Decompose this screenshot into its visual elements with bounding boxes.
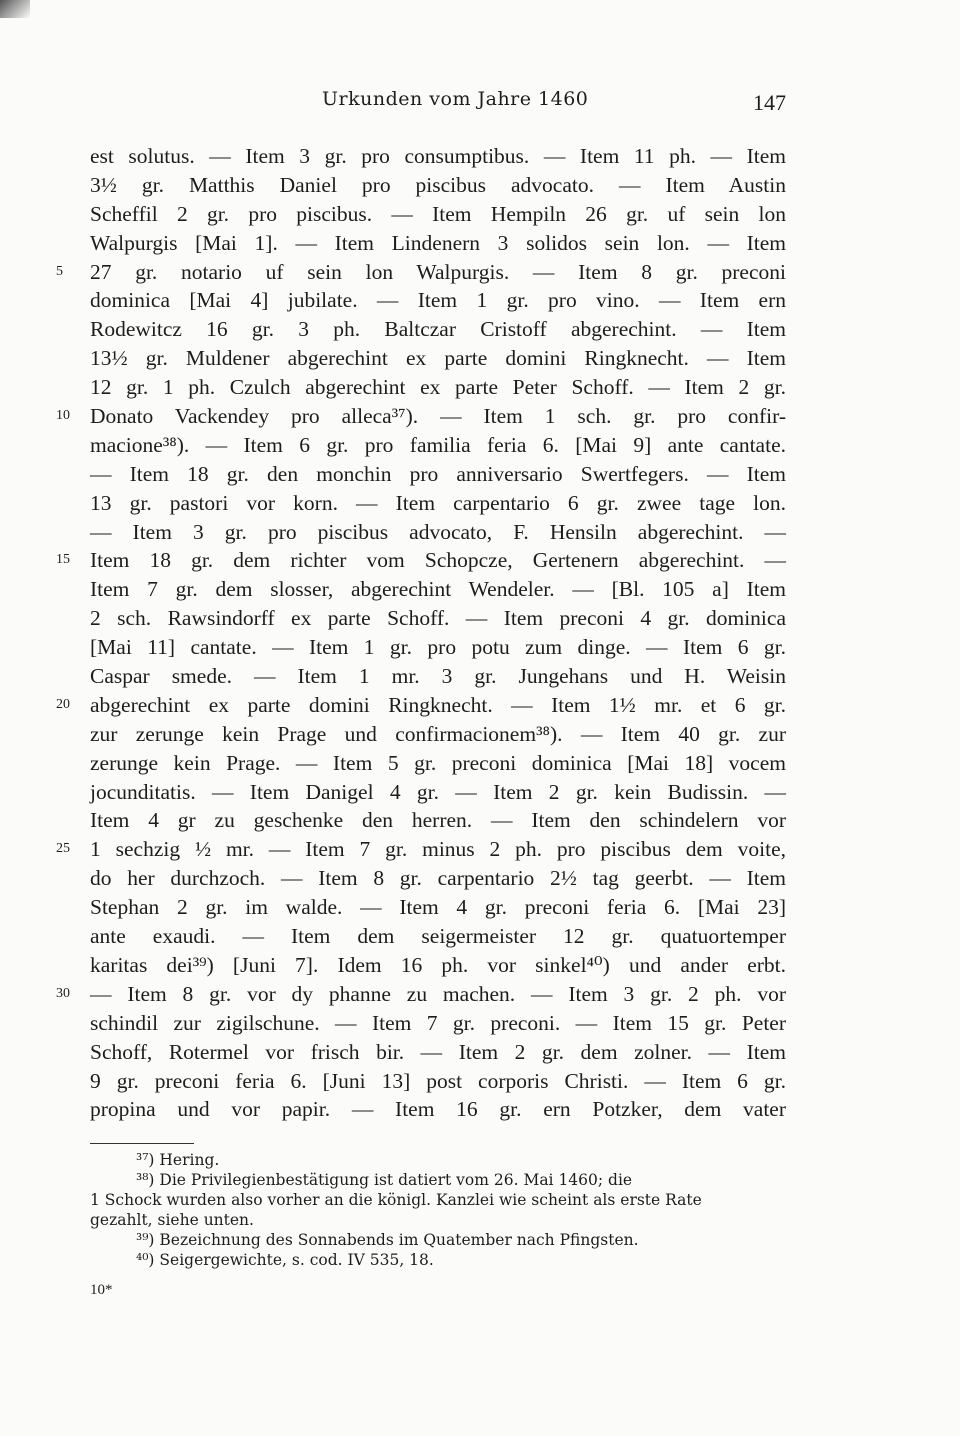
line-text: 27 gr. notario uf sein lon Walpurgis. — Item 8 gr. preconi <box>90 259 786 284</box>
running-title: Urkunden vom Jahre 1460 <box>322 88 589 110</box>
page-number: 147 <box>753 90 786 115</box>
line-text: [Mai 11] cantate. — Item 1 gr. pro potu zum dinge. — Item 6 gr. <box>90 635 786 660</box>
line-text: zur zerunge kein Prage und confirmacionem³⁸). — Item 40 gr. zur <box>90 721 786 746</box>
line-text: karitas dei³⁹) [Juni 7]. Idem 16 ph. vor sinkel⁴⁰) und ander erbt. <box>90 952 786 977</box>
text-line <box>90 864 786 893</box>
text-line <box>56 402 786 431</box>
line-text: Item 4 gr zu geschenke den herren. — Item den schindelern vor <box>90 808 786 833</box>
text-line <box>90 893 786 922</box>
text-line <box>90 778 786 807</box>
line-text: Scheffil 2 gr. pro piscibus. — Item Hempiln 26 gr. uf sein lon <box>90 201 786 226</box>
line-number: 25 <box>56 841 70 857</box>
line-text: Walpurgis [Mai 1]. — Item Lindenern 3 solidos sein lon. — Item <box>90 230 786 255</box>
line-text: 2 sch. Rawsindorff ex parte Schoff. — Item preconi 4 gr. dominica <box>90 606 786 631</box>
text-line <box>90 720 786 749</box>
text-line <box>90 604 786 633</box>
line-text: 13 gr. pastori vor korn. — Item carpentario 6 gr. zwee tage lon. <box>90 490 786 515</box>
line-text: jocunditatis. — Item Danigel 4 gr. — Item 2 gr. kein Budissin. — <box>90 779 786 804</box>
text-line <box>90 1009 786 1038</box>
text-line <box>90 518 786 547</box>
footnote-rule <box>90 1143 194 1144</box>
page-header <box>90 88 790 118</box>
line-text: 12 gr. 1 ph. Czulch abgerechint ex parte Peter Schoff. — Item 2 gr. <box>90 375 786 400</box>
line-number: 20 <box>56 696 70 712</box>
line-text: Schoff, Rotermel vor frisch bir. — Item 2 gr. dem zolner. — Item <box>90 1039 786 1064</box>
line-text: abgerechint ex parte domini Ringknecht. — Item 1½ mr. et 6 gr. <box>90 692 786 717</box>
line-number: 30 <box>56 985 70 1001</box>
line-text: — Item 18 gr. den monchin pro anniversario Swertfegers. — Item <box>90 461 786 486</box>
text-line <box>90 662 786 691</box>
text-line <box>90 575 786 604</box>
text-line <box>90 806 786 835</box>
line-text: Donato Vackendey pro alleca³⁷). — Item 1 sch. gr. pro confir- <box>90 404 786 429</box>
line-text: propina und vor papir. — Item 16 gr. ern Potzker, dem vater <box>90 1097 786 1122</box>
line-text: 1 sechzig ½ mr. — Item 7 gr. minus 2 ph. pro piscibus dem voite, <box>90 837 786 862</box>
text-line <box>90 1038 786 1067</box>
text-line <box>90 286 786 315</box>
text-line <box>56 546 786 575</box>
line-text: schindil zur zigilschune. — Item 7 gr. preconi. — Item 15 gr. Peter <box>90 1010 786 1035</box>
line-text: — Item 3 gr. pro piscibus advocato, F. Hensiln abgerechint. — <box>90 519 786 544</box>
text-line <box>56 980 786 1009</box>
line-text: 9 gr. preconi feria 6. [Juni 13] post corporis Christi. — Item 6 gr. <box>90 1068 786 1093</box>
footnote-line: ³⁹) Bezeichnung des Sonnabends im Quatember nach Pfingsten. <box>136 1231 639 1249</box>
text-line <box>90 142 786 171</box>
line-text: est solutus. — Item 3 gr. pro consumptibus. — Item 11 ph. — Item <box>90 144 786 168</box>
signature-mark: 10* <box>90 1282 113 1298</box>
footnote-list <box>90 1150 790 1270</box>
line-text: ante exaudi. — Item dem seigermeister 12 gr. quatuortemper <box>90 924 786 949</box>
text-line <box>56 258 786 287</box>
text-line <box>90 229 786 258</box>
text-line <box>90 373 786 402</box>
text-line <box>90 1067 786 1096</box>
text-line <box>56 691 786 720</box>
text-line <box>90 315 786 344</box>
line-text: Item 7 gr. dem slosser, abgerechint Wendeler. — [Bl. 105 a] Item <box>90 577 786 602</box>
footnotes <box>90 1143 790 1270</box>
text-line <box>90 633 786 662</box>
footnote-line: gezahlt, siehe unten. <box>90 1211 254 1229</box>
line-text: 3½ gr. Matthis Daniel pro piscibus advocato. — Item Austin <box>90 172 786 197</box>
footnote-line: 1 Schock wurden also vorher an die königl. Kanzlei wie scheint als erste Rate <box>90 1191 702 1209</box>
line-text: 13½ gr. Muldener abgerechint ex parte domini Ringknecht. — Item <box>90 346 786 371</box>
text-line <box>90 200 786 229</box>
footnote-line: ³⁸) Die Privilegienbestätigung ist datiert vom 26. Mai 1460; die <box>136 1171 633 1189</box>
line-text: zerunge kein Prage. — Item 5 gr. preconi dominica [Mai 18] vocem <box>90 750 786 775</box>
line-text: Rodewitcz 16 gr. 3 ph. Baltczar Cristoff abgerechint. — Item <box>90 317 786 342</box>
line-text: Stephan 2 gr. im walde. — Item 4 gr. preconi feria 6. [Mai 23] <box>90 895 786 920</box>
line-text: dominica [Mai 4] jubilate. — Item 1 gr. pro vino. — Item ern <box>90 288 786 313</box>
text-line <box>90 431 786 460</box>
line-number: 10 <box>56 408 70 424</box>
text-line <box>90 922 786 951</box>
line-text: — Item 8 gr. vor dy phanne zu machen. — Item 3 gr. 2 ph. vor <box>90 981 786 1006</box>
line-number: 5 <box>56 263 63 279</box>
line-text: do her durchzoch. — Item 8 gr. carpentario 2½ tag geerbt. — Item <box>90 866 786 891</box>
text-line <box>90 344 786 373</box>
text-line <box>90 1095 786 1124</box>
text-line <box>90 749 786 778</box>
line-text: macione³⁸). — Item 6 gr. pro familia feria 6. [Mai 9] ante cantate. <box>90 432 786 457</box>
line-text: Caspar smede. — Item 1 mr. 3 gr. Jungehans und H. Weisin <box>90 664 786 689</box>
scan-corner-shadow <box>0 0 30 18</box>
line-text: Item 18 gr. dem richter vom Schopcze, Gertenern abgerechint. — <box>90 548 786 573</box>
text-line <box>90 489 786 518</box>
footnote-line: ³⁷) Hering. <box>136 1151 220 1169</box>
text-line <box>90 460 786 489</box>
text-line <box>90 171 786 200</box>
line-number: 15 <box>56 552 70 568</box>
main-text <box>56 142 786 1124</box>
footnote-line: ⁴⁰) Seigergewichte, s. cod. IV 535, 18. <box>136 1251 434 1269</box>
text-line <box>56 835 786 864</box>
text-line <box>90 951 786 980</box>
